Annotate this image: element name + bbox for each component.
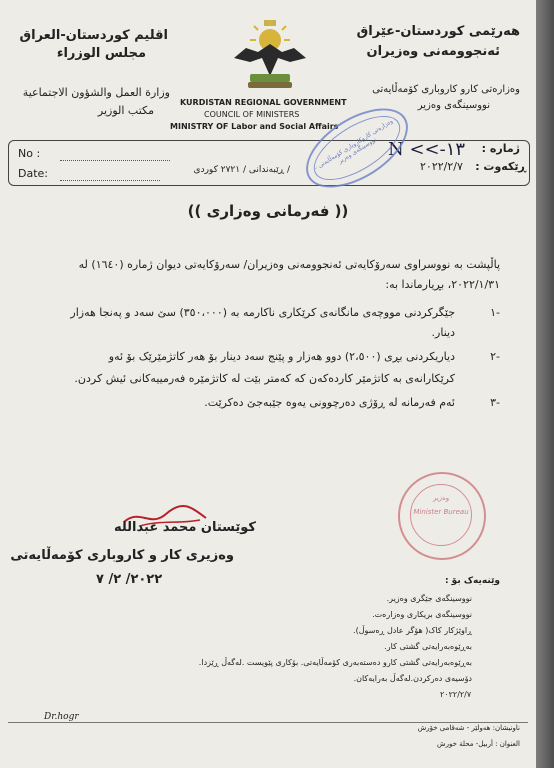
- copies-date: ٢٠٢٢/٢/٧: [440, 690, 472, 699]
- ar-region: اقليم كوردستان-العراق: [19, 28, 168, 43]
- copy-item: ڕاوێژکار کاک( هۆگر عادل ڕەسوڵ).: [353, 626, 472, 635]
- item-1-line-1: جێگرکردنی مووچەی مانگانەی کرێکاری ناکارمە بە (٣٥٠،٠٠٠) سێ سەد و پەنجا هەزار: [70, 306, 455, 319]
- ku-council: ئەنجوومەنی وەزیران: [366, 44, 500, 59]
- blue-stamp-text: وەزارەتی کاروکاروباری کۆمەڵایەتی - نووسینگەی وەزیر: [313, 117, 395, 172]
- item-number-1: -١: [490, 306, 500, 319]
- signatory-title: وەزیری کار و کاروباری کۆمەڵایەتی: [10, 548, 234, 563]
- date-label: Date:: [18, 167, 48, 180]
- kurdish-calendar-date: / ڕێبەندانی / ٢٧٢١ کوردی: [193, 165, 290, 175]
- en-gov-line: KURDISTAN REGIONAL GOVERNMENT: [180, 98, 347, 107]
- number-label: ژمارە :: [481, 142, 520, 155]
- copy-item: بەڕێوەبەرایەتی گشتی کار.: [384, 642, 472, 651]
- item-number-2: -٢: [490, 350, 500, 363]
- en-council-line: COUNCIL OF MINISTERS: [204, 110, 300, 119]
- address-arabic: العنوان : أربيل- محلة خورش: [437, 740, 520, 748]
- item-1-line-2: دینار.: [431, 326, 455, 339]
- item-2-line-2: کرێکارانەی بە کاتژمێر کاردەکەن کە کەمتر بێت لە کاتژمێرە فەرمییەکانی ئیش کردن.: [74, 372, 455, 385]
- initials: Dr.hogr: [44, 712, 79, 722]
- decree-title: (( فەرمانی وەزاری )): [187, 202, 349, 220]
- copy-item: بەڕێوەبەرایەتی گشتی کارو دەستەبەری کۆمەڵایەتی. بۆکاری پێویست .لەگەڵ ڕێزدا.: [198, 658, 472, 667]
- copy-item: نووسینگەی جێگری وەزیر.: [386, 594, 472, 603]
- red-round-stamp: [398, 472, 486, 560]
- copy-item: دۆسیەی دەرکردن.لەگەڵ بەرایەکان.: [353, 674, 472, 683]
- copy-item: نووسینگەی بریکاری وەزارەت.: [372, 610, 472, 619]
- red-stamp-line-2: وەزیر: [432, 494, 450, 502]
- intro-line-2: ٢٠٢٢/١/٣١، بڕیارماندا بە:: [385, 278, 500, 291]
- number-value: N <<-١٣: [388, 139, 466, 160]
- ar-council: مجلس الوزراء: [56, 46, 146, 61]
- signature-date: ٢٠٢٢/ ٢/ ٧: [96, 572, 163, 587]
- item-number-3: -٣: [490, 396, 500, 409]
- kurdistan-emblem-icon: [220, 18, 320, 98]
- ku-office: نووسینگەی وەزیر: [417, 100, 490, 111]
- no-label: No :: [18, 147, 41, 160]
- ku-ministry: وەزارەتی کارو کاروباری کۆمەڵایەتی: [372, 84, 520, 95]
- ar-ministry: وزارة العمل والشؤون الاجتماعية: [22, 86, 170, 99]
- date-ku-label: ڕێکەوت :: [475, 160, 526, 173]
- date-ku-value: ٢٠٢٢/٢/٧: [420, 160, 463, 173]
- ar-office: مكتب الوزير: [97, 104, 154, 117]
- ku-region: هەرێمی کوردستان-عێراق: [356, 24, 520, 39]
- item-2-line-1: دیاریکردنی بڕی (٢،٥٠٠) دوو هەزار و پێنج سەد دینار بۆ هەر کاتژمێرێک بۆ ئەو: [108, 350, 455, 363]
- item-3-line-1: ئەم فەرمانە لە ڕۆژی دەرچوونی یەوە جێبەجێ دەکرێت.: [204, 396, 455, 409]
- copies-heading: وێنەیەک بۆ :: [444, 576, 500, 586]
- signatory-name: کوێستان محمد عبدالله: [113, 520, 256, 535]
- en-ministry-line: MINISTRY OF Labor and Social Affairs: [170, 122, 339, 131]
- scan-edge: [536, 0, 554, 768]
- intro-line-1: پاڵپشت بە نووسراوی سەرۆکایەتی ئەنجوومەنی وەزیران/ سەرۆکایەتی دیوان ژمارە (١٦٤٠) لە: [78, 258, 500, 271]
- red-stamp-line-1: Minister Bureau: [413, 508, 469, 516]
- address-kurdish: ناونیشان: هەولێر - شەقامی خۆرش: [417, 724, 520, 732]
